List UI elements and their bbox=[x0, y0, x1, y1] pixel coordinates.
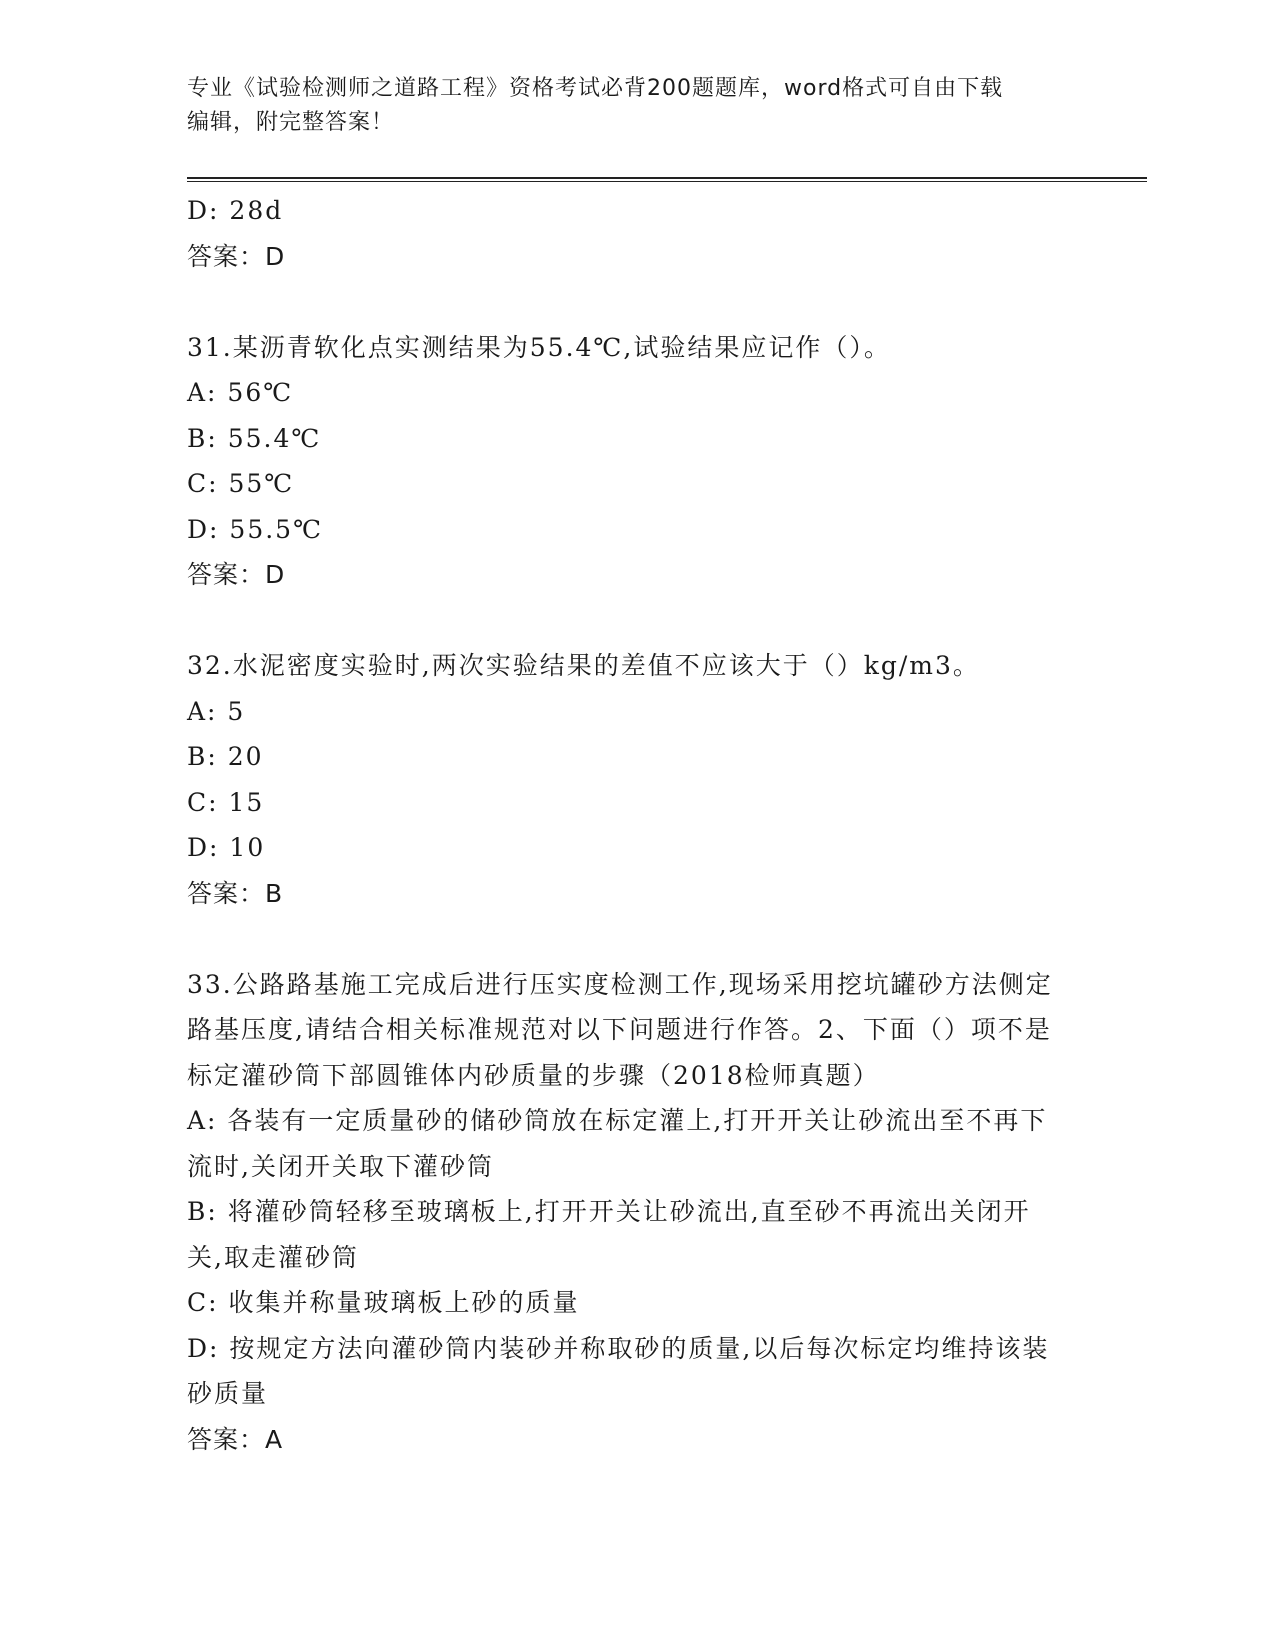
option-d: D: 按规定方法向灌砂筒内装砂并称取砂的质量,以后每次标定均维持该装砂质量 bbox=[187, 1333, 1050, 1408]
option-a: A: 各装有一定质量砂的储砂筒放在标定灌上,打开开关让砂流出至不再下流时,关闭开关取下灌砂筒 bbox=[187, 1106, 1048, 1181]
question-list bbox=[187, 188, 1067, 1462]
answer-line: 答案：A bbox=[187, 1424, 284, 1454]
option-d: D: 28d bbox=[187, 196, 284, 225]
question-stem: 33.公路路基施工完成后进行压实度检测工作,现场采用挖坑罐砂方法侧定路基压度,请结合相关标准规范对以下问题进行作答。2、下面（）项不是标定灌砂筒下部圆锥体内砂质量的步骤（2018检师真题） bbox=[187, 969, 1053, 1090]
question-stem: 32.水泥密度实验时,两次实验结果的差值不应该大于（）kg/m3。 bbox=[187, 651, 980, 680]
spacer bbox=[187, 598, 1067, 644]
option-d: D: 10 bbox=[187, 833, 266, 862]
option-d: D: 55.5℃ bbox=[187, 514, 324, 544]
page-header bbox=[187, 72, 1087, 140]
header-divider-thick bbox=[187, 177, 1147, 179]
option-c: C: 收集并称量玻璃板上砂的质量 bbox=[187, 1288, 580, 1317]
option-a: A: 5 bbox=[187, 696, 246, 726]
option-a: A: 56℃ bbox=[187, 378, 294, 407]
answer-line: 答案：B bbox=[187, 878, 284, 908]
header-title-line2: 编辑，附完整答案！ bbox=[187, 110, 395, 135]
option-b: B: 将灌砂筒轻移至玻璃板上,打开开关让砂流出,直至砂不再流出关闭开关,取走灌砂筒 bbox=[187, 1197, 1031, 1272]
option-b: B: 55.4℃ bbox=[187, 423, 322, 453]
question-32 bbox=[187, 643, 1067, 916]
header-divider-thin bbox=[187, 181, 1147, 182]
option-b: B: 20 bbox=[187, 742, 264, 771]
question-33 bbox=[187, 962, 1067, 1463]
previous-question-fragment bbox=[187, 188, 1067, 279]
question-stem: 31.某沥青软化点实测结果为55.4℃,试验结果应记作（）。 bbox=[187, 332, 891, 362]
spacer bbox=[187, 279, 1067, 325]
answer-line: 答案：D bbox=[187, 560, 286, 589]
spacer bbox=[187, 916, 1067, 962]
option-c: C: 55℃ bbox=[187, 469, 295, 498]
answer-line: 答案：D bbox=[187, 241, 286, 271]
option-c: C: 15 bbox=[187, 787, 265, 817]
question-31 bbox=[187, 325, 1067, 598]
header-title-line1: 专业《试验检测师之道路工程》资格考试必背200题题库，word格式可自由下载 bbox=[187, 76, 1004, 101]
